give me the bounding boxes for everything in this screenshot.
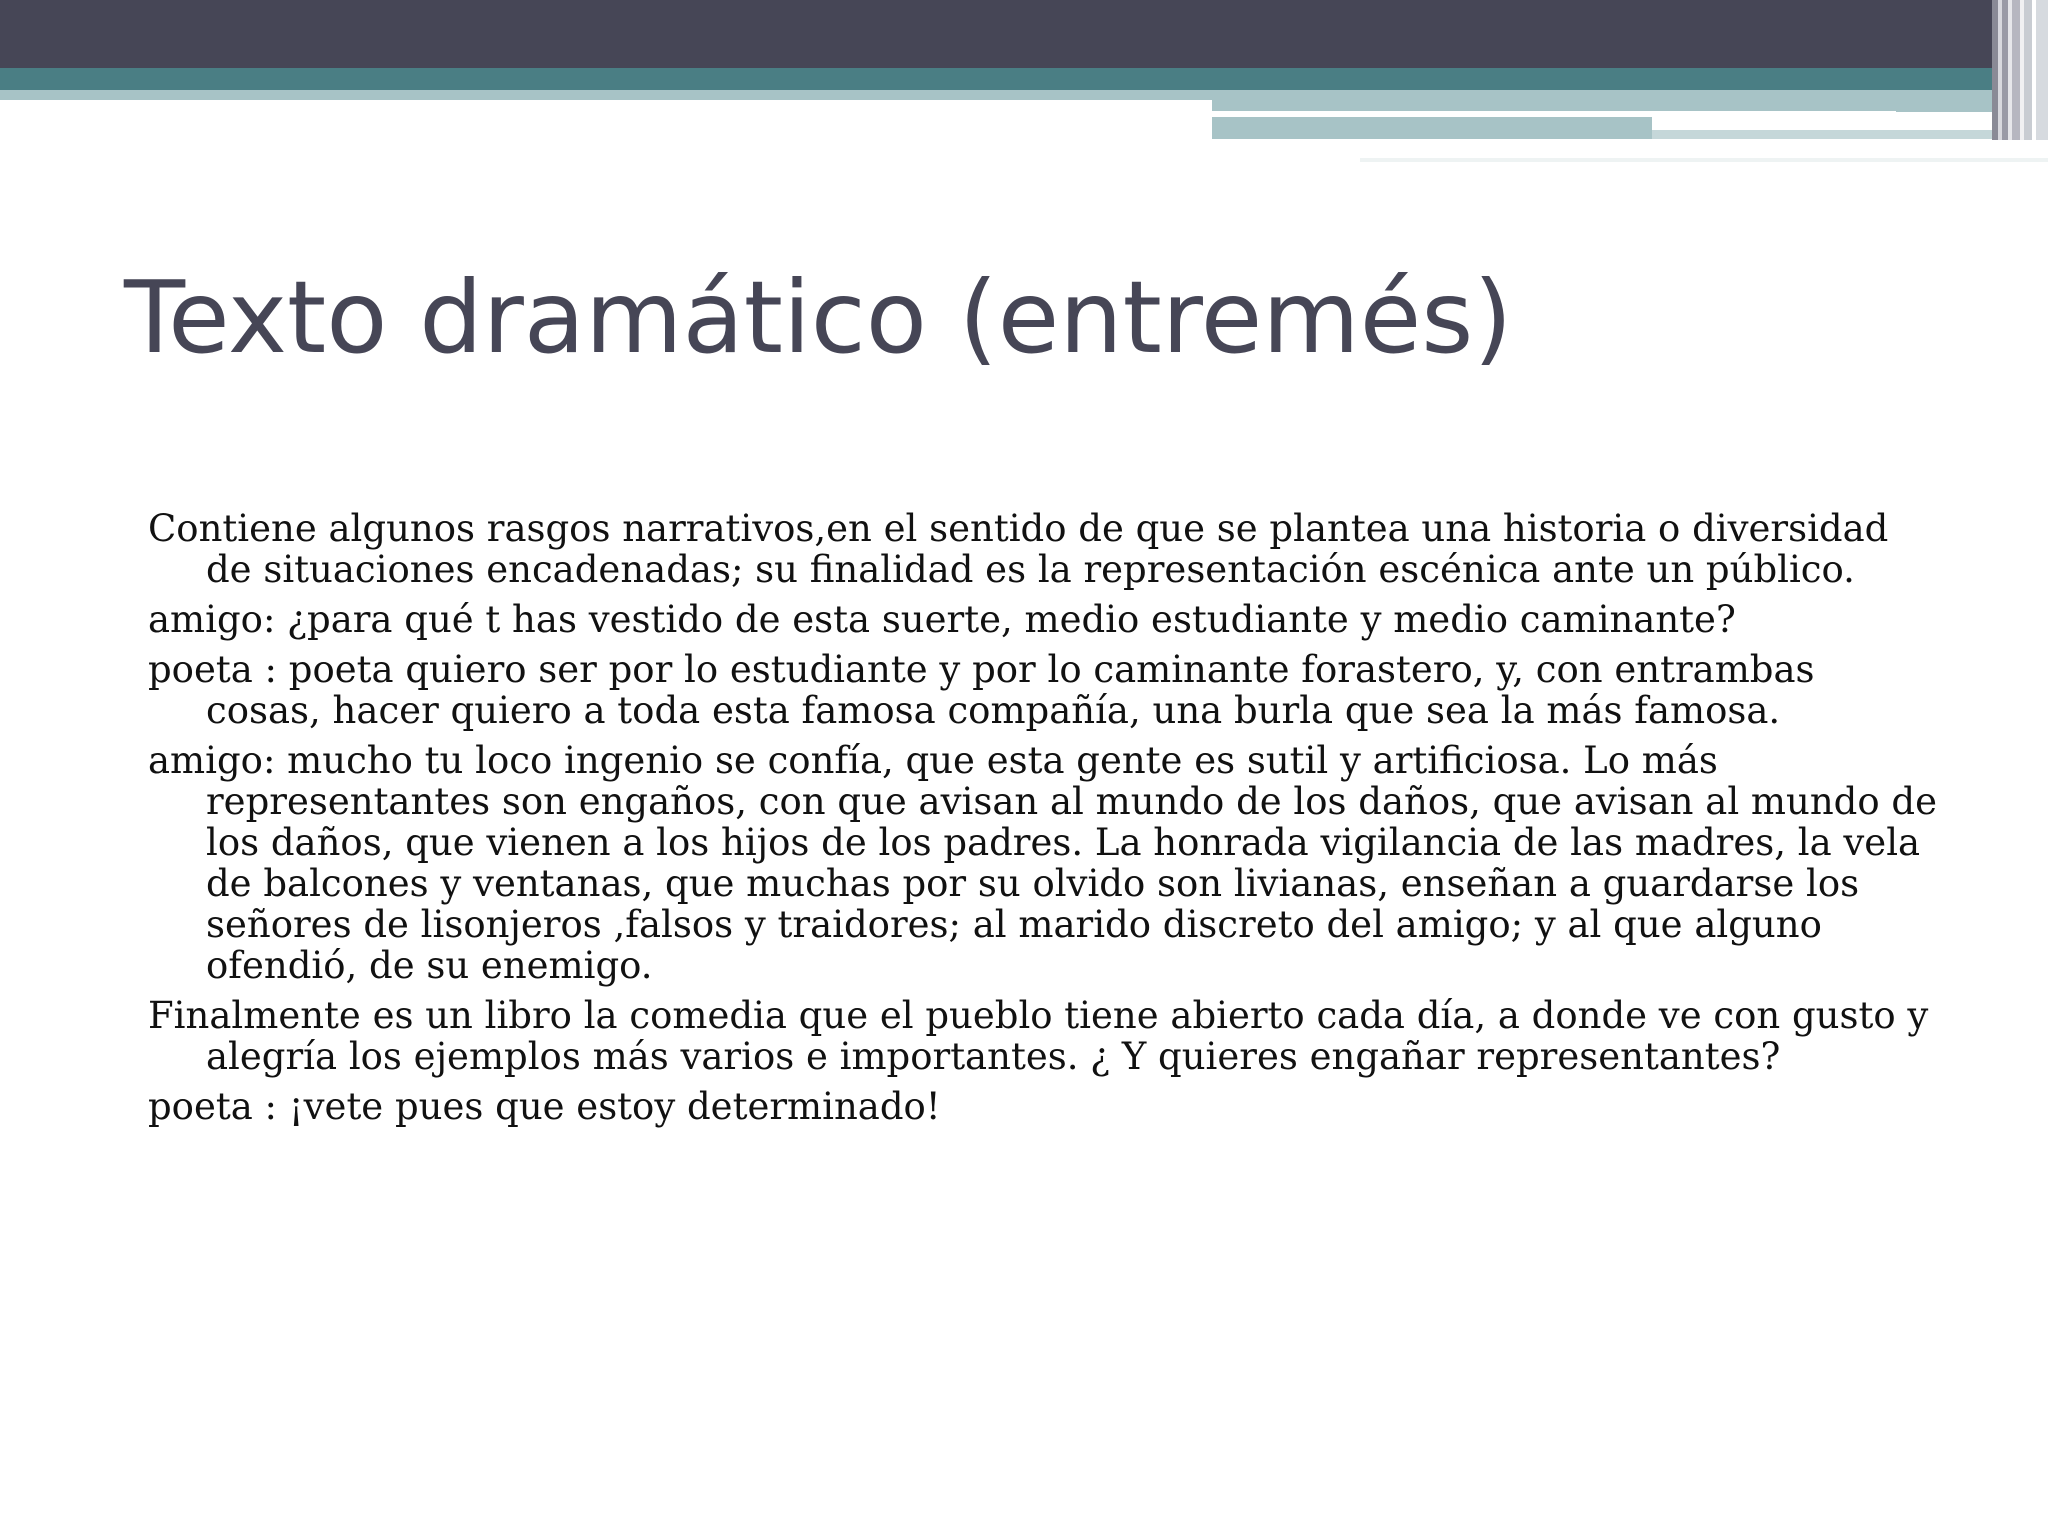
- header-band-light-right-faint: [1652, 130, 2048, 139]
- body-paragraph: amigo: ¿para qué t has vestido de esta suerte, medio estudiante y medio caminante?: [148, 598, 1736, 641]
- header-band-light-left: [0, 90, 1212, 100]
- slide-title: Texto dramático (entremés): [124, 259, 1513, 376]
- stripe: [2012, 0, 2020, 140]
- body-paragraph: poeta : ¡vete pues que estoy determinado!: [148, 1085, 941, 1128]
- body-paragraph: Contiene algunos rasgos narrativos,en el sentido de que se plantea una historia o diversidad de situaciones encadenadas; su finalidad es la representación escénica ante un público.: [148, 507, 1889, 591]
- body-paragraph: Finalmente es un libro la comedia que el pueblo tiene abierto cada día, a donde ve con gusto y alegría los ejemplos más varios e importantes. ¿ Y quieres engañar representantes?: [148, 994, 1929, 1078]
- header-band-teal: [0, 68, 2048, 90]
- header-stripes-decoration: [1992, 0, 2048, 140]
- slide-body: [148, 508, 1938, 1136]
- header-band-dark: [0, 0, 2048, 68]
- stripe: [2024, 0, 2032, 140]
- header-band-light-right: [1212, 90, 2048, 112]
- body-paragraph: amigo: mucho tu loco ingenio se confía, que esta gente es sutil y artificiosa. Lo más representantes son engaños, con que avisan al mundo de los daños, que avisan al mundo de los daños, que vienen a los hijos de los padres. La honrada vigilancia de las madres, la vela de balcones y ventanas, que muchas por su olvido son livianas, enseñan a guardarse los señores de lisonjeros ,falsos y traidores; al marido discreto del amigo; y al que alguno ofendió, de su enemigo.: [148, 739, 1937, 987]
- header-band-light-right-lower: [1212, 117, 1652, 139]
- header-band-faint-line: [1360, 158, 2048, 162]
- stripe: [2036, 0, 2048, 140]
- body-paragraph: poeta : poeta quiero ser por lo estudiante y por lo caminante forastero, y, con entrambas cosas, hacer quiero a toda esta famosa compañía, una burla que sea la más famosa.: [148, 648, 1815, 732]
